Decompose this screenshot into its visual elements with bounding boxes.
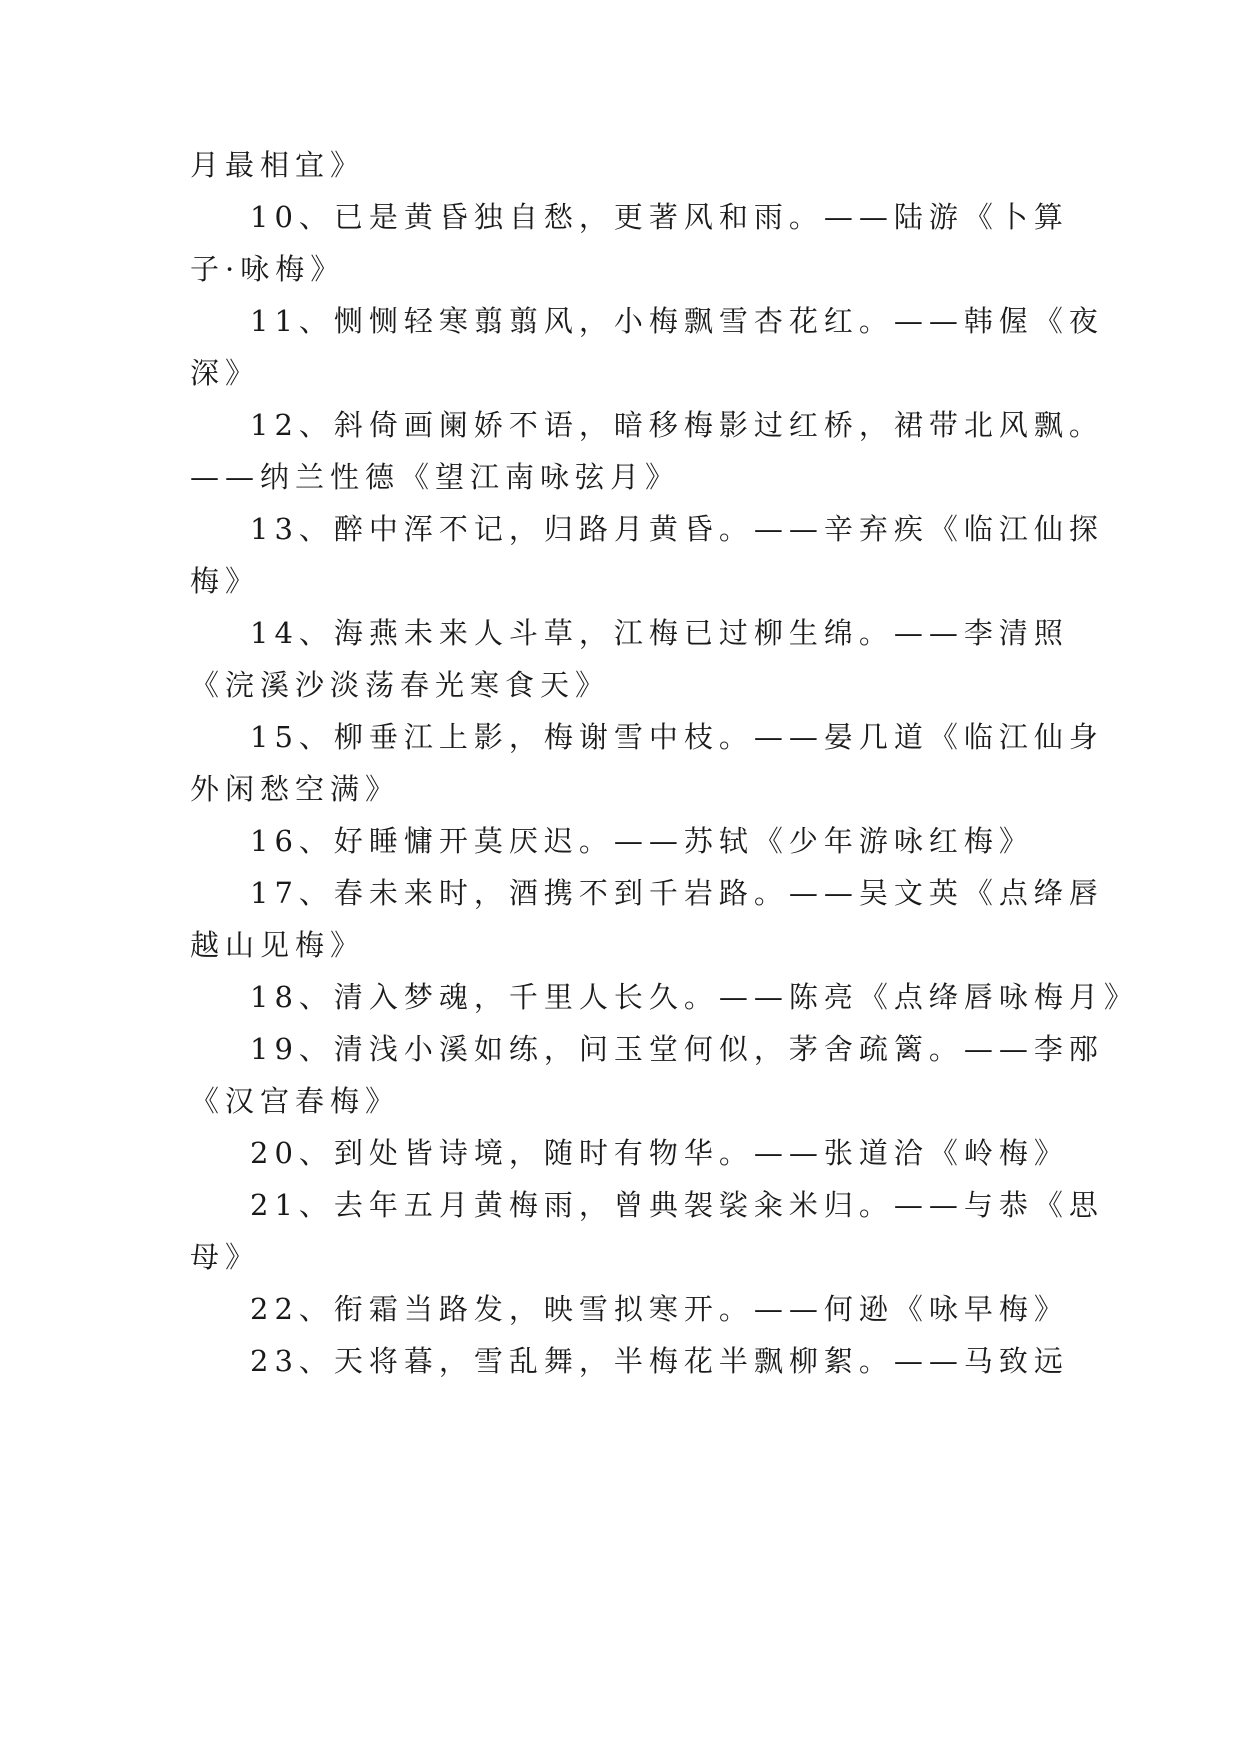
- text-line: 11、恻恻轻寒翦翦风，小梅飘雪杏花红。——韩偓《夜: [250, 304, 1104, 338]
- text-line: 越山见梅》: [190, 928, 366, 962]
- text-line: 22、衔霜当路发，映雪拟寒开。——何逊《咏早梅》: [250, 1292, 1069, 1326]
- text-line: 梅》: [190, 564, 261, 598]
- text-line: 14、海燕未来人斗草，江梅已过柳生绵。——李清照: [250, 616, 1069, 650]
- text-line: 母》: [190, 1240, 261, 1274]
- text-line: 20、到处皆诗境，随时有物华。——张道洽《岭梅》: [250, 1136, 1069, 1170]
- text-line: 17、春未来时，酒携不到千岩路。——吴文英《点绛唇: [250, 876, 1104, 910]
- text-line: 16、好睡慵开莫厌迟。——苏轼《少年游咏红梅》: [250, 824, 1034, 858]
- text-line: 《汉宫春梅》: [190, 1084, 401, 1118]
- text-line: 21、去年五月黄梅雨，曾典袈裟籴米归。——与恭《思: [250, 1188, 1104, 1222]
- text-line: 月最相宜》: [190, 148, 366, 182]
- text-line: ——纳兰性德《望江南咏弦月》: [190, 460, 681, 494]
- text-line: 深》: [190, 356, 261, 390]
- text-line: 23、天将暮，雪乱舞，半梅花半飘柳絮。——马致远: [250, 1344, 1069, 1378]
- text-line: 19、清浅小溪如练，问玉堂何似，茅舍疏篱。——李邴: [250, 1032, 1104, 1066]
- text-line: 外闲愁空满》: [190, 772, 401, 806]
- text-line: 13、醉中浑不记，归路月黄昏。——辛弃疾《临江仙探: [250, 512, 1104, 546]
- text-line: 12、斜倚画阑娇不语，暗移梅影过红桥，裙带北风飘。: [250, 408, 1104, 442]
- text-line: 10、已是黄昏独自愁，更著风和雨。——陆游《卜算: [250, 200, 1069, 234]
- text-line: 《浣溪沙淡荡春光寒食天》: [190, 668, 611, 702]
- text-line: 子·咏梅》: [190, 252, 346, 286]
- text-line: 18、清入梦魂，千里人长久。——陈亮《点绛唇咏梅月》: [250, 980, 1139, 1014]
- text-line: 15、柳垂江上影，梅谢雪中枝。——晏几道《临江仙身: [250, 720, 1104, 754]
